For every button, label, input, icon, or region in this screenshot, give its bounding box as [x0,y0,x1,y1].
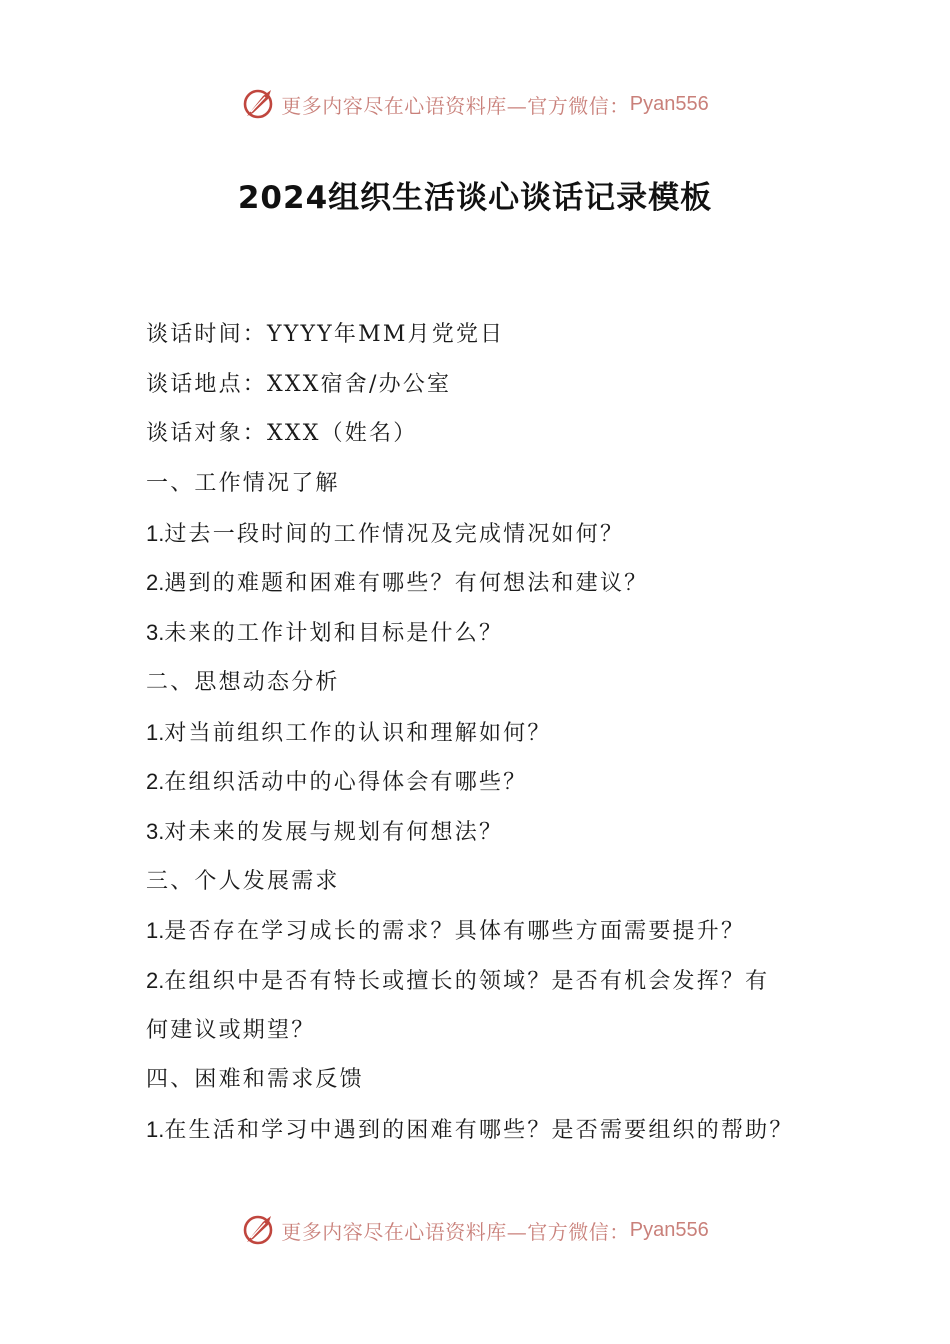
list-item-continuation: 何建议或期望？ [146,1017,316,1043]
item-text: 在组织活动中的心得体会有哪些？ [164,770,528,796]
item-number: 1. [146,719,165,745]
section-heading: 一、工作情况了解 [146,471,340,497]
document-title: 2024组织生活谈心谈话记录模板 [237,180,713,216]
meta-place [146,360,826,410]
meta-value: XXX（姓名） [267,421,418,447]
wechat-id: Pyan556 [629,1218,709,1241]
watermark-banner-top [0,82,950,126]
list-item [146,558,826,608]
item-number: 2. [146,769,165,795]
meta-label: 谈话时间： [146,322,268,347]
quill-pen-circle-icon [241,86,277,122]
wechat-id: Pyan556 [629,92,709,115]
item-text: 过去一段时间的工作情况及完成情况如何？ [164,521,625,547]
list-item [146,807,826,857]
meta-value: XXX宿舍/办公室 [267,371,452,397]
item-text: 对当前组织工作的认识和理解如何？ [164,720,552,746]
item-number: 1. [146,918,165,944]
list-item [146,1105,826,1155]
section-heading: 三、个人发展需求 [146,868,340,894]
section-heading: 二、思想动态分析 [146,669,340,695]
meta-value: YYYY年MM月党党日 [267,322,505,347]
item-text: 在生活和学习中遇到的困难有哪些？是否需要组织的帮助？ [164,1118,794,1143]
meta-person [146,409,826,459]
item-text: 未来的工作计划和目标是什么？ [164,621,504,647]
list-item [146,757,826,807]
watermark-text: 更多内容尽在心语资料库—官方微信： [281,1219,630,1244]
item-number: 3. [146,818,165,844]
list-item [146,509,826,559]
item-text: 遇到的难题和困难有哪些？有何想法和建议？ [164,571,649,597]
list-item [146,608,826,658]
section-heading: 四、困难和需求反馈 [146,1067,364,1093]
list-item [146,906,826,956]
list-item [146,708,826,758]
item-number: 1. [146,1117,165,1142]
item-number: 3. [146,620,165,646]
document-body [146,310,826,1155]
item-number: 1. [146,520,165,546]
watermark-text: 更多内容尽在心语资料库—官方微信： [281,93,630,118]
meta-label: 谈话地点： [146,371,268,397]
item-number: 2. [146,570,165,596]
list-item [146,956,826,1006]
meta-time [146,310,826,360]
item-text: 对未来的发展与规划有何想法？ [164,819,504,845]
quill-pen-circle-icon [241,1212,277,1248]
watermark-banner-bottom [0,1208,950,1252]
item-text: 在组织中是否有特长或擅长的领域？是否有机会发挥？有 [164,968,770,994]
item-text: 是否存在学习成长的需求？具体有哪些方面需要提升？ [164,919,746,945]
meta-label: 谈话对象： [146,421,268,447]
item-number: 2. [146,967,165,993]
